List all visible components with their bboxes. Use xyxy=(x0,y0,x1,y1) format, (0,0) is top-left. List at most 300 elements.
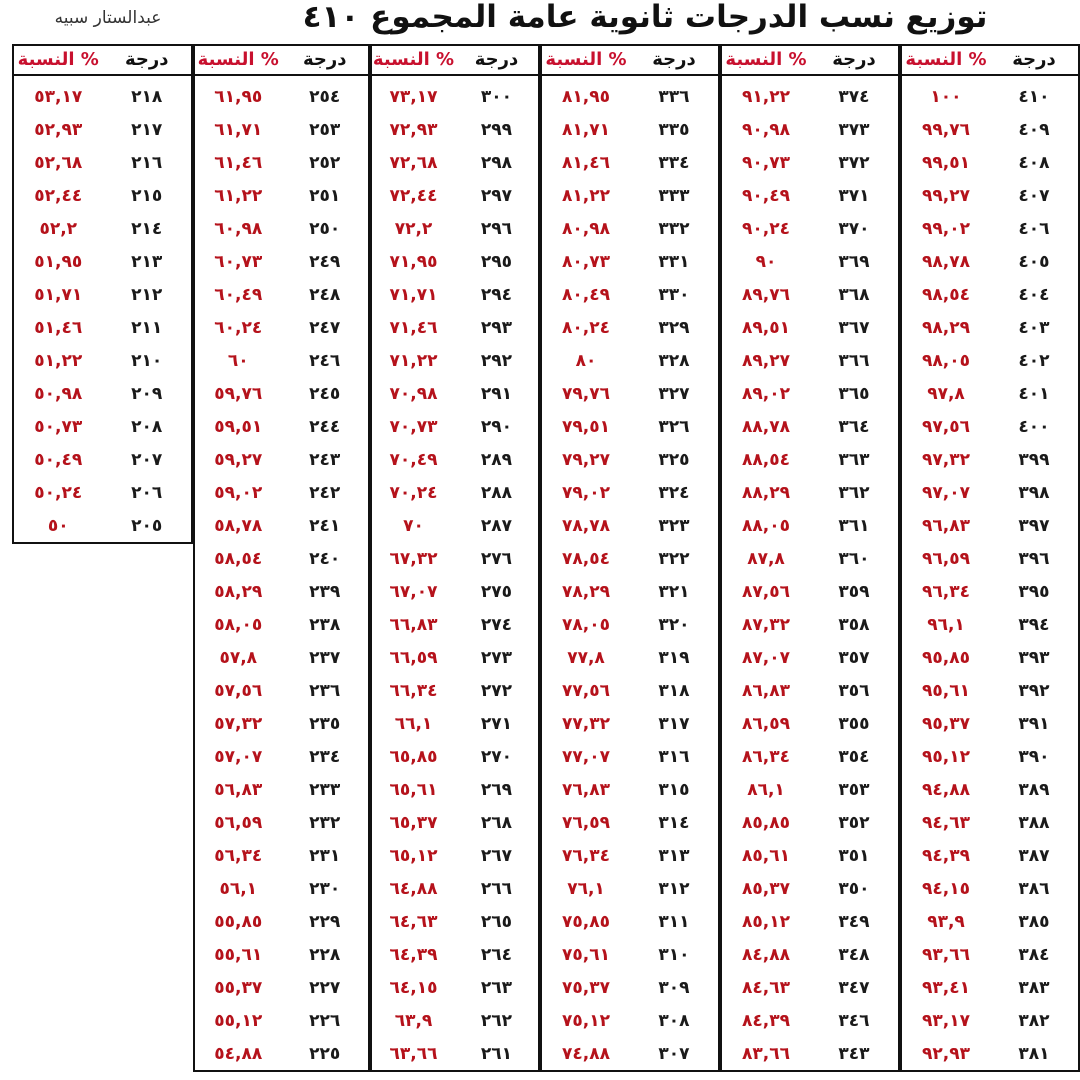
percent-cell: ٥٨,٧٨ xyxy=(214,515,263,536)
percent-cell: ٦١,٢٢ xyxy=(214,185,263,206)
grade-cell: ٣٣٢ xyxy=(658,218,690,239)
percent-cell: ٦٤,٣٩ xyxy=(389,944,438,965)
percent-cell: ٧٥,٨٥ xyxy=(562,911,610,932)
grade-cell: ٣٧١ xyxy=(838,185,870,206)
percent-cell: ٦٦,٥٩ xyxy=(389,647,438,668)
grade-cell: ٢٤٥ xyxy=(309,383,341,404)
percent-cell: ٨٠,٧٣ xyxy=(562,251,610,272)
percent-cell: ٩٩,٥١ xyxy=(922,152,970,173)
table-row xyxy=(195,1004,368,1037)
table-row xyxy=(195,674,368,707)
grade-cell: ٣٤٣ xyxy=(838,1043,870,1064)
percent-cell: ٧٧,٣٢ xyxy=(562,713,610,734)
percent-header: النسبة % xyxy=(372,49,455,70)
table-row xyxy=(372,212,538,245)
percent-cell: ٥٩,٢٧ xyxy=(214,449,263,470)
grade-cell: ٢٩٨ xyxy=(480,152,513,173)
grade-cell: ٣١٥ xyxy=(658,779,690,800)
grade-cell: ٣٩٧ xyxy=(1018,515,1050,536)
grade-cell: ٣٢٠ xyxy=(658,614,690,635)
table-row xyxy=(14,146,191,179)
table-row xyxy=(195,872,368,905)
table-row xyxy=(372,839,538,872)
percent-cell: ٨٩,٠٢ xyxy=(742,383,790,404)
table-row xyxy=(902,410,1078,443)
table-row xyxy=(902,476,1078,509)
percent-cell: ٦٥,٦١ xyxy=(389,779,438,800)
grade-cell: ٣١٧ xyxy=(658,713,690,734)
grade-cell: ٣٧٣ xyxy=(838,119,870,140)
percent-cell: ٨٣,٦٦ xyxy=(742,1043,790,1064)
percent-cell: ٧٥,٦١ xyxy=(562,944,610,965)
percent-cell: ٦٠,٤٩ xyxy=(214,284,263,305)
grade-cell: ٢٣٥ xyxy=(309,713,341,734)
table-row xyxy=(542,773,718,806)
table-row xyxy=(722,443,898,476)
grade-cell: ٢٦٦ xyxy=(480,878,513,899)
percent-cell: ٦٦,١ xyxy=(394,713,433,734)
grade-cell: ٣٨٧ xyxy=(1018,845,1050,866)
percent-cell: ٥٠ xyxy=(47,515,69,536)
table-row xyxy=(542,113,718,146)
grade-cell: ٢٧٥ xyxy=(480,581,513,602)
grade-cell: ٣٢٥ xyxy=(658,449,690,470)
table-row xyxy=(722,377,898,410)
percent-header: النسبة % xyxy=(17,49,99,70)
grade-cell: ٣٨٣ xyxy=(1018,977,1050,998)
grade-cell: ٣٧٢ xyxy=(838,152,870,173)
percent-cell: ٨٤,٨٨ xyxy=(742,944,790,965)
grade-cell: ٣٦٤ xyxy=(838,416,870,437)
grade-cell: ٢٤٨ xyxy=(309,284,341,305)
table-row xyxy=(372,641,538,674)
grade-cell: ٢٣٦ xyxy=(309,680,341,701)
table-row xyxy=(195,608,368,641)
grade-cell: ٢٨٧ xyxy=(480,515,513,536)
grade-cell: ٢٢٨ xyxy=(309,944,341,965)
table-row xyxy=(542,707,718,740)
table-row xyxy=(542,278,718,311)
grade-header: درجة xyxy=(303,49,347,70)
grade-cell: ٢٦١ xyxy=(480,1043,513,1064)
table-row xyxy=(722,278,898,311)
grade-cell: ٣٦٣ xyxy=(838,449,870,470)
percent-cell: ٧٧,٨ xyxy=(567,647,605,668)
grade-cell: ٣٥١ xyxy=(838,845,870,866)
grade-cell: ٢١٨ xyxy=(131,86,163,107)
grade-cell: ٣٥٣ xyxy=(838,779,870,800)
percent-cell: ٨٠,٤٩ xyxy=(562,284,610,305)
grade-cell: ٢٣٧ xyxy=(309,647,341,668)
table-row xyxy=(14,179,191,212)
table-row xyxy=(542,806,718,839)
grade-cell: ٣٢٢ xyxy=(658,548,690,569)
percent-cell: ٥٠,٧٣ xyxy=(34,416,83,437)
table-row xyxy=(372,377,538,410)
grade-cell: ٣١٨ xyxy=(658,680,690,701)
percent-cell: ٩٤,٨٨ xyxy=(922,779,970,800)
percent-cell: ٧١,٩٥ xyxy=(389,251,438,272)
percent-cell: ٨٦,٣٤ xyxy=(742,746,790,767)
table-row xyxy=(902,674,1078,707)
grade-cell: ٣١٠ xyxy=(658,944,690,965)
grade-cell: ٣٢٣ xyxy=(658,515,690,536)
percent-cell: ٥١,٢٢ xyxy=(34,350,83,371)
grade-cell: ٢٠٧ xyxy=(131,449,163,470)
percent-cell: ٩٨,٠٥ xyxy=(922,350,970,371)
grade-cell: ٣٣٣ xyxy=(658,185,690,206)
table-row xyxy=(14,113,191,146)
grade-cell: ٢٩١ xyxy=(480,383,513,404)
table-row xyxy=(195,179,368,212)
table-row xyxy=(542,476,718,509)
table-row xyxy=(902,311,1078,344)
table-row xyxy=(902,905,1078,938)
grade-cell: ٢٧٠ xyxy=(480,746,513,767)
percent-cell: ٥٧,٣٢ xyxy=(214,713,263,734)
table-row xyxy=(542,971,718,1004)
percent-cell: ٧٨,٧٨ xyxy=(562,515,610,536)
grade-header: درجة xyxy=(1012,49,1056,70)
percent-cell: ٧٦,١ xyxy=(567,878,605,899)
table-row xyxy=(14,410,191,443)
percent-cell: ٨٩,٢٧ xyxy=(742,350,790,371)
grade-cell: ٣٨٩ xyxy=(1018,779,1050,800)
table-row xyxy=(542,443,718,476)
grade-cell: ٣٩٦ xyxy=(1018,548,1050,569)
percent-cell: ٨٦,١ xyxy=(747,779,785,800)
grade-cell: ٣٥٧ xyxy=(838,647,870,668)
percent-cell: ٩٦,٥٩ xyxy=(922,548,970,569)
table-row xyxy=(195,905,368,938)
percent-cell: ٥٥,٨٥ xyxy=(214,911,263,932)
table-row xyxy=(195,311,368,344)
table-row xyxy=(195,245,368,278)
percent-cell: ٥١,٤٦ xyxy=(34,317,83,338)
grade-cell: ٤٠٥ xyxy=(1018,251,1050,272)
grade-cell: ٤٠٩ xyxy=(1018,119,1050,140)
percent-cell: ٥٩,٥١ xyxy=(214,416,263,437)
percent-cell: ٥٩,٧٦ xyxy=(214,383,263,404)
percent-cell: ٥٦,٨٣ xyxy=(214,779,263,800)
grade-cell: ٣٦٩ xyxy=(838,251,870,272)
table-row xyxy=(195,641,368,674)
table-row xyxy=(195,146,368,179)
grade-cell: ٢٠٨ xyxy=(131,416,163,437)
table-row xyxy=(722,938,898,971)
grade-cell: ٢١٤ xyxy=(131,218,163,239)
percent-cell: ٩٠,٤٩ xyxy=(742,185,790,206)
percent-cell: ٨٥,٣٧ xyxy=(742,878,790,899)
grade-cell: ٢٤٩ xyxy=(309,251,341,272)
table-row xyxy=(195,443,368,476)
table-row xyxy=(722,839,898,872)
table-row xyxy=(372,113,538,146)
percent-header: النسبة % xyxy=(725,49,807,70)
percent-cell: ٩٦,١ xyxy=(927,614,965,635)
grade-cell: ٢٦٣ xyxy=(480,977,513,998)
percent-cell: ٩٣,١٧ xyxy=(922,1010,970,1031)
percent-cell: ٧٠,٢٤ xyxy=(389,482,438,503)
grade-cell: ٣٣٤ xyxy=(658,152,690,173)
percent-cell: ٩٢,٩٣ xyxy=(922,1043,970,1064)
grade-cell: ٣٥٤ xyxy=(838,746,870,767)
grade-cell: ٢٩٣ xyxy=(480,317,513,338)
percent-cell: ٥٥,٣٧ xyxy=(214,977,263,998)
grade-cell: ٢٢٦ xyxy=(309,1010,341,1031)
grade-table-column-5 xyxy=(193,44,370,1072)
grade-cell: ٢٢٥ xyxy=(309,1043,341,1064)
grade-cell: ٢٣٨ xyxy=(309,614,341,635)
table-row xyxy=(902,971,1078,1004)
percent-cell: ٨٩,٧٦ xyxy=(742,284,790,305)
page-title: توزيع نسب الدرجات ثانوية عامة المجموع ٤١٠ xyxy=(302,0,988,35)
percent-cell: ٨٨,٧٨ xyxy=(742,416,790,437)
percent-header: النسبة % xyxy=(545,49,627,70)
table-row xyxy=(372,806,538,839)
percent-cell: ٨٤,٣٩ xyxy=(742,1010,790,1031)
table-row xyxy=(195,707,368,740)
table-row xyxy=(722,80,898,113)
percent-cell: ٥٥,١٢ xyxy=(214,1010,263,1031)
grade-cell: ٣٩٣ xyxy=(1018,647,1050,668)
grade-cell: ٤٠٠ xyxy=(1018,416,1050,437)
grade-cell: ٤٠٤ xyxy=(1018,284,1050,305)
table-row xyxy=(195,509,368,542)
percent-cell: ٧٤,٨٨ xyxy=(562,1043,610,1064)
table-row xyxy=(372,740,538,773)
grade-cell: ٣٤٧ xyxy=(838,977,870,998)
percent-cell: ١٠٠ xyxy=(930,86,962,107)
table-row xyxy=(722,773,898,806)
percent-cell: ٥٢,٢ xyxy=(39,218,78,239)
percent-cell: ٦٧,٣٢ xyxy=(389,548,438,569)
percent-cell: ٥٢,٦٨ xyxy=(34,152,83,173)
percent-cell: ٩٠,٩٨ xyxy=(742,119,790,140)
percent-cell: ٧٩,٥١ xyxy=(562,416,610,437)
percent-cell: ٥٠,٤٩ xyxy=(34,449,83,470)
table-row xyxy=(195,212,368,245)
percent-cell: ٥٣,١٧ xyxy=(34,86,83,107)
table-row xyxy=(542,1004,718,1037)
percent-cell: ٩٧,٨ xyxy=(927,383,965,404)
table-row xyxy=(372,773,538,806)
percent-cell: ٥١,٧١ xyxy=(34,284,83,305)
table-row xyxy=(902,542,1078,575)
table-row xyxy=(542,410,718,443)
grade-cell: ٢٥٣ xyxy=(309,119,341,140)
table-row xyxy=(722,806,898,839)
grade-cell: ٢٧٦ xyxy=(480,548,513,569)
percent-cell: ٥٢,٤٤ xyxy=(34,185,83,206)
grade-cell: ٢٣٤ xyxy=(309,746,341,767)
table-row xyxy=(722,212,898,245)
table-row xyxy=(722,641,898,674)
percent-cell: ٩٩,٠٢ xyxy=(922,218,970,239)
grade-cell: ٣٩٢ xyxy=(1018,680,1050,701)
grade-cell: ٣٩٤ xyxy=(1018,614,1050,635)
table-row xyxy=(372,542,538,575)
table-row xyxy=(14,245,191,278)
percent-cell: ٦٥,٨٥ xyxy=(389,746,438,767)
grade-cell: ٤٠١ xyxy=(1018,383,1050,404)
percent-cell: ٧٦,٣٤ xyxy=(562,845,610,866)
percent-cell: ٩٦,٣٤ xyxy=(922,581,970,602)
table-row xyxy=(902,839,1078,872)
table-row xyxy=(542,212,718,245)
grade-cell: ٢١٥ xyxy=(131,185,163,206)
percent-cell: ٧١,٧١ xyxy=(389,284,438,305)
table-row xyxy=(14,509,191,542)
grade-cell: ٢٩٥ xyxy=(480,251,513,272)
percent-header: النسبة % xyxy=(197,49,279,70)
grade-table-column-6 xyxy=(12,44,193,544)
grade-cell: ٢٥٤ xyxy=(309,86,341,107)
grade-cell: ٣٤٨ xyxy=(838,944,870,965)
percent-cell: ٨٥,٦١ xyxy=(742,845,790,866)
percent-cell: ٩٥,١٢ xyxy=(922,746,970,767)
percent-cell: ٦٠,٢٤ xyxy=(214,317,263,338)
percent-cell: ٨١,٧١ xyxy=(562,119,610,140)
percent-cell: ٦٠ xyxy=(227,350,249,371)
percent-cell: ٧٧,٠٧ xyxy=(562,746,610,767)
grade-cell: ٢٠٩ xyxy=(131,383,163,404)
percent-header: النسبة % xyxy=(905,49,987,70)
table-row xyxy=(372,1037,538,1070)
percent-cell: ٥٨,٥٤ xyxy=(214,548,263,569)
column-header xyxy=(722,46,898,76)
grade-cell: ٢٦٥ xyxy=(480,911,513,932)
percent-cell: ٧٢,٩٣ xyxy=(389,119,438,140)
percent-cell: ٩٩,٧٦ xyxy=(922,119,970,140)
grade-cell: ٢٢٧ xyxy=(309,977,341,998)
table-row xyxy=(902,872,1078,905)
column-header xyxy=(372,46,538,76)
table-row xyxy=(722,674,898,707)
percent-cell: ٨١,٢٢ xyxy=(562,185,610,206)
grade-header: درجة xyxy=(125,49,169,70)
table-row xyxy=(542,80,718,113)
grade-cell: ٣٣٠ xyxy=(658,284,690,305)
grade-cell: ٢٩٧ xyxy=(480,185,513,206)
percent-cell: ٧٢,٤٤ xyxy=(389,185,438,206)
percent-cell: ٥٦,٣٤ xyxy=(214,845,263,866)
percent-cell: ٧١,٢٢ xyxy=(389,350,438,371)
table-row xyxy=(14,377,191,410)
table-row xyxy=(195,740,368,773)
percent-cell: ٨٦,٥٩ xyxy=(742,713,790,734)
table-row xyxy=(902,806,1078,839)
table-row xyxy=(722,509,898,542)
percent-cell: ٨٦,٨٣ xyxy=(742,680,790,701)
grade-table-column-4 xyxy=(370,44,540,1072)
table-row xyxy=(195,575,368,608)
table-row xyxy=(372,80,538,113)
percent-cell: ٥٧,٠٧ xyxy=(214,746,263,767)
percent-cell: ٧٩,٠٢ xyxy=(562,482,610,503)
table-row xyxy=(14,344,191,377)
percent-cell: ٥٨,٢٩ xyxy=(214,581,263,602)
grade-cell: ٢٤٣ xyxy=(309,449,341,470)
table-row xyxy=(542,608,718,641)
table-row xyxy=(195,344,368,377)
grade-cell: ٣٨٥ xyxy=(1018,911,1050,932)
table-row xyxy=(372,905,538,938)
grade-cell: ٣٨٦ xyxy=(1018,878,1050,899)
table-row xyxy=(902,212,1078,245)
grade-cell: ٢١١ xyxy=(131,317,163,338)
grade-cell: ٢٤٧ xyxy=(309,317,341,338)
percent-cell: ٨٨,٢٩ xyxy=(742,482,790,503)
table-row xyxy=(372,476,538,509)
table-row xyxy=(372,443,538,476)
percent-cell: ٧٦,٥٩ xyxy=(562,812,610,833)
percent-cell: ٩٤,٦٣ xyxy=(922,812,970,833)
grade-cell: ٢٤١ xyxy=(309,515,341,536)
table-row xyxy=(722,707,898,740)
percent-cell: ٩٠ xyxy=(755,251,777,272)
percent-cell: ٧٠,٤٩ xyxy=(389,449,438,470)
table-row xyxy=(542,872,718,905)
table-row xyxy=(542,839,718,872)
table-row xyxy=(542,905,718,938)
grade-cell: ٣٦٥ xyxy=(838,383,870,404)
percent-cell: ٩٤,١٥ xyxy=(922,878,970,899)
percent-cell: ٩٥,٦١ xyxy=(922,680,970,701)
percent-cell: ٥٧,٥٦ xyxy=(214,680,263,701)
grade-cell: ٣٢٨ xyxy=(658,350,690,371)
table-row xyxy=(722,1037,898,1070)
table-row xyxy=(372,707,538,740)
grade-cell: ٢٦٤ xyxy=(480,944,513,965)
table-row xyxy=(14,212,191,245)
grade-header: درجة xyxy=(652,49,696,70)
percent-cell: ٦٤,٨٨ xyxy=(389,878,438,899)
grade-cell: ٢٧٣ xyxy=(480,647,513,668)
grade-cell: ٣٣١ xyxy=(658,251,690,272)
grade-cell: ٢٢٩ xyxy=(309,911,341,932)
grade-cell: ٤٠٦ xyxy=(1018,218,1050,239)
column-header xyxy=(902,46,1078,76)
percent-cell: ٧٢,٦٨ xyxy=(389,152,438,173)
table-row xyxy=(902,146,1078,179)
table-row xyxy=(722,113,898,146)
percent-cell: ٨٠ xyxy=(575,350,597,371)
table-row xyxy=(542,641,718,674)
percent-cell: ٥٩,٠٢ xyxy=(214,482,263,503)
table-row xyxy=(195,80,368,113)
grade-cell: ٣١٢ xyxy=(658,878,690,899)
percent-cell: ٨٨,٠٥ xyxy=(742,515,790,536)
grade-cell: ٢٤٦ xyxy=(309,350,341,371)
grade-cell: ٣٧٠ xyxy=(838,218,870,239)
grade-cell: ٢٣١ xyxy=(309,845,341,866)
grade-cell: ٣٢٦ xyxy=(658,416,690,437)
percent-cell: ٧١,٤٦ xyxy=(389,317,438,338)
grade-cell: ٢٦٩ xyxy=(480,779,513,800)
grade-cell: ٢١٢ xyxy=(131,284,163,305)
percent-cell: ٨٠,٩٨ xyxy=(562,218,610,239)
percent-cell: ٩٩,٢٧ xyxy=(922,185,970,206)
table-row xyxy=(902,1004,1078,1037)
grade-cell: ٢٩٠ xyxy=(480,416,513,437)
percent-cell: ٥١,٩٥ xyxy=(34,251,83,272)
grade-cell: ٢٧٤ xyxy=(480,614,513,635)
percent-cell: ٩٧,٣٢ xyxy=(922,449,970,470)
grade-cell: ٢٠٥ xyxy=(131,515,163,536)
percent-cell: ٦٦,٣٤ xyxy=(389,680,438,701)
table-row xyxy=(722,575,898,608)
